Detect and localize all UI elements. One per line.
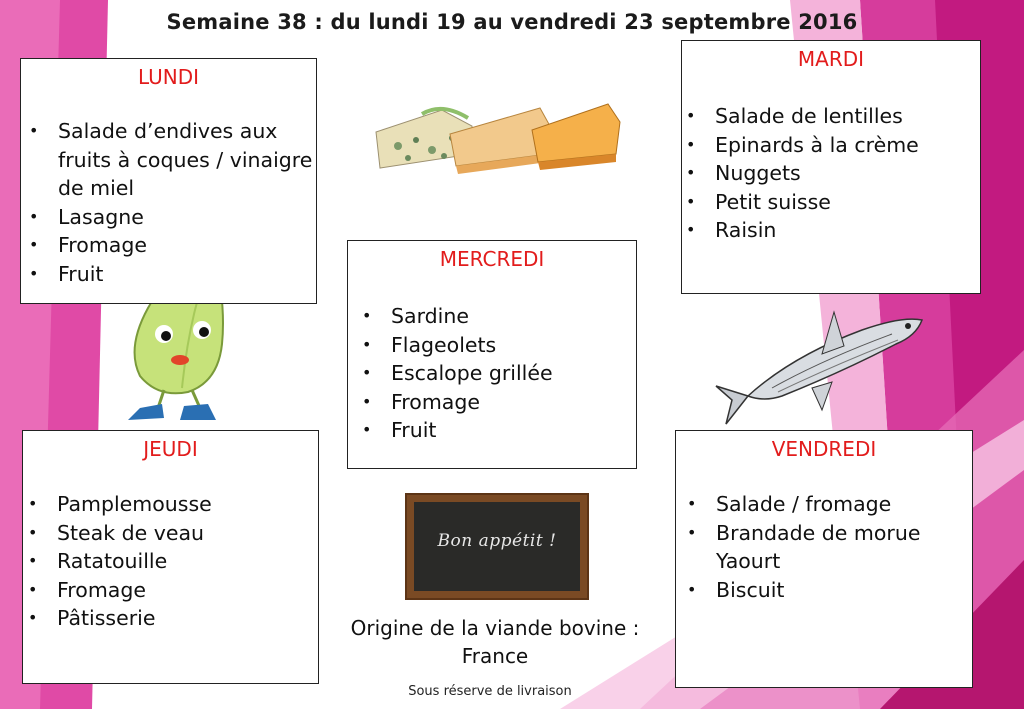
menu-item: • Lasagne [29, 203, 316, 232]
day-title-mardi: MARDI [797, 47, 865, 71]
menu-item: • Fruit [362, 416, 636, 445]
menu-item: • Sardine [362, 302, 636, 331]
menu-item: • Fromage [362, 388, 636, 417]
menu-list-jeudi [28, 490, 318, 633]
delivery-disclaimer: Sous réserve de livraison [408, 684, 572, 699]
menu-item: • Steak de veau [28, 519, 318, 548]
day-card-jeudi [22, 430, 319, 684]
menu-item: • Escalope grillée [362, 359, 636, 388]
day-card-vendredi [675, 430, 973, 688]
meat-origin-note: Origine de la viande bovine : France [350, 616, 640, 668]
chalkboard-illustration [405, 493, 589, 600]
menu-item: • Brandade de morue Yaourt [687, 519, 972, 576]
menu-item: • Pâtisserie [28, 604, 318, 633]
menu-item: • Flageolets [362, 331, 636, 360]
menu-item: • Epinards à la crème [686, 131, 980, 160]
menu-item: • Biscuit [687, 576, 972, 605]
menu-list-mardi [686, 102, 980, 245]
menu-item: • Ratatouille [28, 547, 318, 576]
menu-item: • Raisin [686, 216, 980, 245]
chalkboard-text: Bon appétit ! [437, 530, 557, 551]
menu-item: • Fromage [29, 231, 316, 260]
day-card-mardi [681, 40, 981, 294]
day-title-vendredi: VENDREDI [771, 437, 877, 461]
day-title-mercredi: MERCREDI [439, 247, 545, 271]
menu-item: • Salade d’endives aux fruits à coques / vinaigre de miel [29, 117, 316, 203]
day-card-mercredi [347, 240, 637, 469]
cheese-illustration [372, 96, 624, 176]
menu-item: • Petit suisse [686, 188, 980, 217]
sardine-illustration [712, 300, 928, 428]
page-title: Semaine 38 : du lundi 19 au vendredi 23 septembre 2016 [166, 10, 858, 34]
menu-item: • Salade de lentilles [686, 102, 980, 131]
menu-list-lundi [29, 117, 316, 288]
day-title-lundi: LUNDI [137, 65, 200, 89]
menu-list-mercredi [362, 302, 636, 445]
menu-item: • Pamplemousse [28, 490, 318, 519]
menu-item: • Fruit [29, 260, 316, 289]
day-title-jeudi: JEUDI [143, 437, 198, 461]
menu-list-vendredi [687, 490, 972, 604]
menu-item: • Fromage [28, 576, 318, 605]
menu-item: • Salade / fromage [687, 490, 972, 519]
menu-item: • Nuggets [686, 159, 980, 188]
day-card-lundi [20, 58, 317, 304]
chalkboard-surface [414, 502, 580, 591]
